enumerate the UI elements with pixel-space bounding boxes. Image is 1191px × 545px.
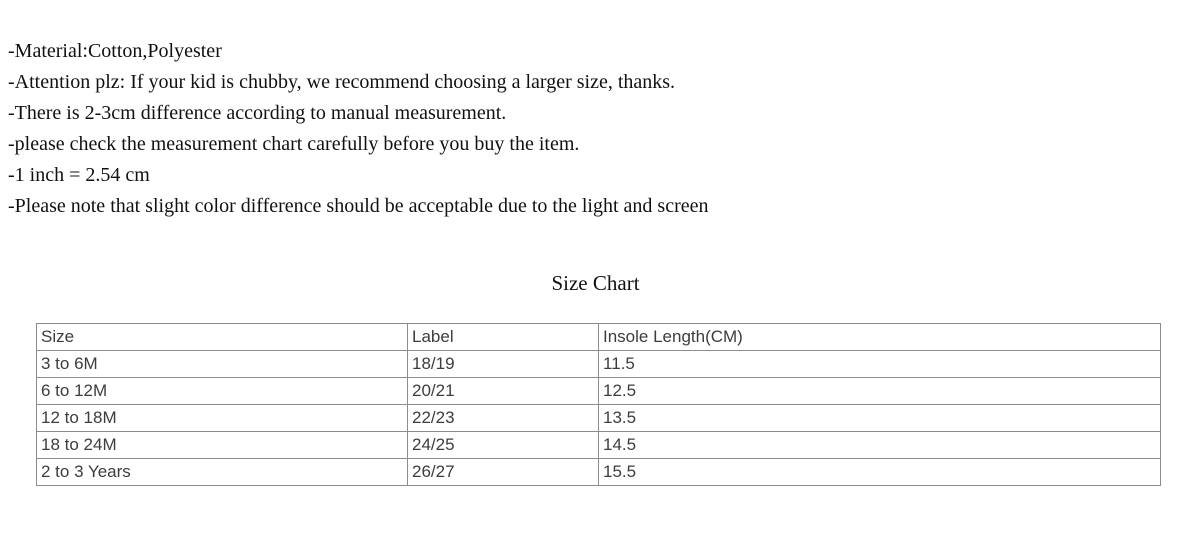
column-header-label: Label xyxy=(408,324,599,351)
table-cell: 11.5 xyxy=(599,351,1161,378)
description-line: -Please note that slight color difference should be acceptable due to the light and screen xyxy=(8,195,709,217)
description-block xyxy=(8,36,1183,222)
table-row xyxy=(37,405,1161,432)
table-cell: 12.5 xyxy=(599,378,1161,405)
description-line: -please check the measurement chart carefully before you buy the item. xyxy=(8,133,580,155)
table-cell: 22/23 xyxy=(408,405,599,432)
table-cell: 6 to 12M xyxy=(37,378,408,405)
description-line: -Attention plz: If your kid is chubby, we recommend choosing a larger size, thanks. xyxy=(8,71,676,93)
size-chart-table xyxy=(36,323,1161,486)
table-cell: 18 to 24M xyxy=(37,432,408,459)
table-cell: 20/21 xyxy=(408,378,599,405)
description-line: -1 inch = 2.54 cm xyxy=(8,164,150,186)
size-chart-title: Size Chart xyxy=(551,271,640,295)
table-cell: 24/25 xyxy=(408,432,599,459)
table-cell: 18/19 xyxy=(408,351,599,378)
size-chart-body xyxy=(37,351,1161,486)
table-row xyxy=(37,432,1161,459)
table-cell: 2 to 3 Years xyxy=(37,459,408,486)
table-cell: 15.5 xyxy=(599,459,1161,486)
table-cell: 12 to 18M xyxy=(37,405,408,432)
table-header-row xyxy=(37,324,1161,351)
table-cell: 26/27 xyxy=(408,459,599,486)
column-header-size: Size xyxy=(37,324,408,351)
table-cell: 3 to 6M xyxy=(37,351,408,378)
table-row xyxy=(37,459,1161,486)
table-row xyxy=(37,351,1161,378)
table-cell: 13.5 xyxy=(599,405,1161,432)
column-header-insole-length: Insole Length(CM) xyxy=(599,324,1161,351)
table-row xyxy=(37,378,1161,405)
table-cell: 14.5 xyxy=(599,432,1161,459)
description-line: -There is 2-3cm difference according to manual measurement. xyxy=(8,102,507,124)
description-line: -Material:Cotton,Polyester xyxy=(8,40,222,62)
